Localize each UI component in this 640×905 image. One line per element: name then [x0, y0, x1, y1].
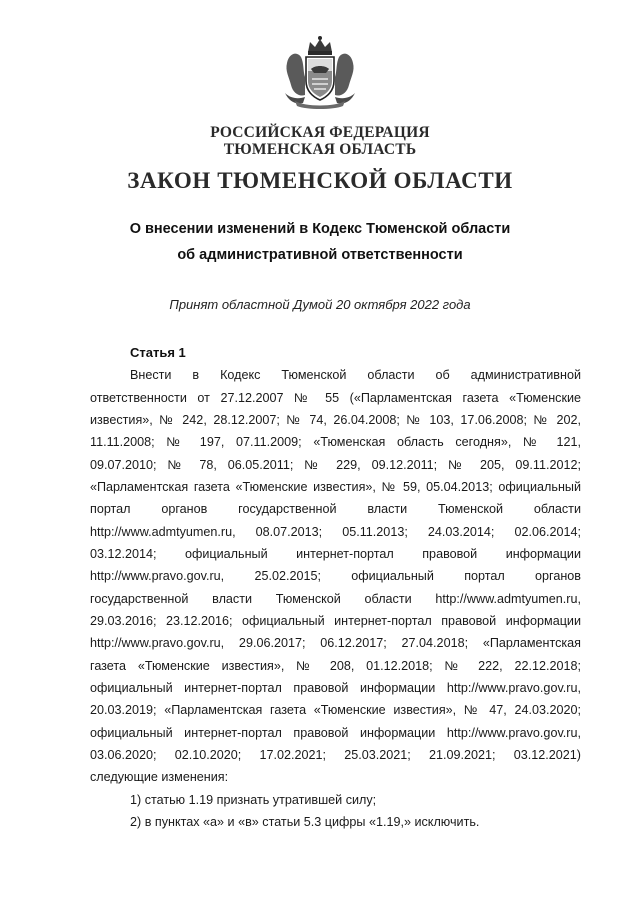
header-region: ТЮМЕНСКАЯ ОБЛАСТЬ	[223, 141, 417, 158]
article-text-line: 20.03.2019; «Парламентская газета «Тюменские известия», № 47, 24.03.2020;	[90, 703, 581, 717]
coat-of-arms-emblem	[281, 33, 359, 110]
article-heading: Статья 1	[130, 345, 186, 360]
article-text-line: газета «Тюменские известия», № 208, 01.12.2018; № 222, 22.12.2018;	[90, 659, 581, 673]
article-text-line: «Парламентская газета «Тюменские известия», № 59, 05.04.2013; официальный	[90, 480, 581, 494]
article-text-line: Внести в Кодекс Тюменской области об административной	[130, 368, 581, 382]
article-text-line: http://www.pravo.gov.ru, 25.02.2015; официальный портал органов	[90, 569, 581, 583]
article-text-line: 11.11.2008; № 197, 07.11.2009; «Тюменская область сегодня», № 121,	[90, 435, 581, 449]
article-text-line: 03.06.2020; 02.10.2020; 17.02.2021; 25.03.2021; 21.09.2021; 03.12.2021)	[90, 748, 581, 762]
law-heading: ЗАКОН ТЮМЕНСКОЙ ОБЛАСТИ	[127, 168, 513, 193]
document-title-line-2: об административной ответственности	[177, 247, 463, 263]
header-country: РОССИЙСКАЯ ФЕДЕРАЦИЯ	[210, 124, 430, 141]
article-text-line: следующие изменения:	[90, 770, 229, 784]
article-text-line: 29.03.2016; 23.12.2016; официальный интернет-портал правовой информации	[90, 614, 581, 628]
document-title-line-1: О внесении изменений в Кодекс Тюменской области	[129, 221, 511, 237]
article-text-line: http://www.pravo.gov.ru, 29.06.2017; 06.12.2017; 27.04.2018; «Парламентская	[90, 636, 581, 650]
article-text-line: официальный интернет-портал правовой информации http://www.pravo.gov.ru,	[90, 681, 581, 695]
adoption-date: Принят областной Думой 20 октября 2022 года	[169, 297, 471, 312]
article-text-line: 03.12.2014; официальный интернет-портал правовой информации	[90, 547, 581, 561]
article-text-line: официальный интернет-портал правовой информации http://www.pravo.gov.ru,	[90, 726, 581, 740]
article-text-line: известия», № 242, 28.12.2007; № 74, 26.04.2008; № 103, 17.06.2008; № 202,	[90, 413, 581, 427]
article-text-line: http://www.admtyumen.ru, 08.07.2013; 05.11.2013; 24.03.2014; 02.06.2014;	[90, 525, 581, 539]
article-text-line: 09.07.2010; № 78, 06.05.2011; № 229, 09.12.2011; № 205, 09.11.2012;	[90, 458, 581, 472]
article-text-line: портал органов государственной власти Тюменской области	[90, 502, 581, 516]
article-item-2: 2) в пунктах «а» и «в» статьи 5.3 цифры «1.19,» исключить.	[130, 815, 480, 829]
article-item-1: 1) статью 1.19 признать утратившей силу;	[130, 793, 377, 807]
article-text-line: государственной власти Тюменской области http://www.admtyumen.ru,	[90, 592, 581, 606]
article-text-line: ответственности от 27.12.2007 № 55 («Парламентская газета «Тюменские	[90, 391, 581, 405]
